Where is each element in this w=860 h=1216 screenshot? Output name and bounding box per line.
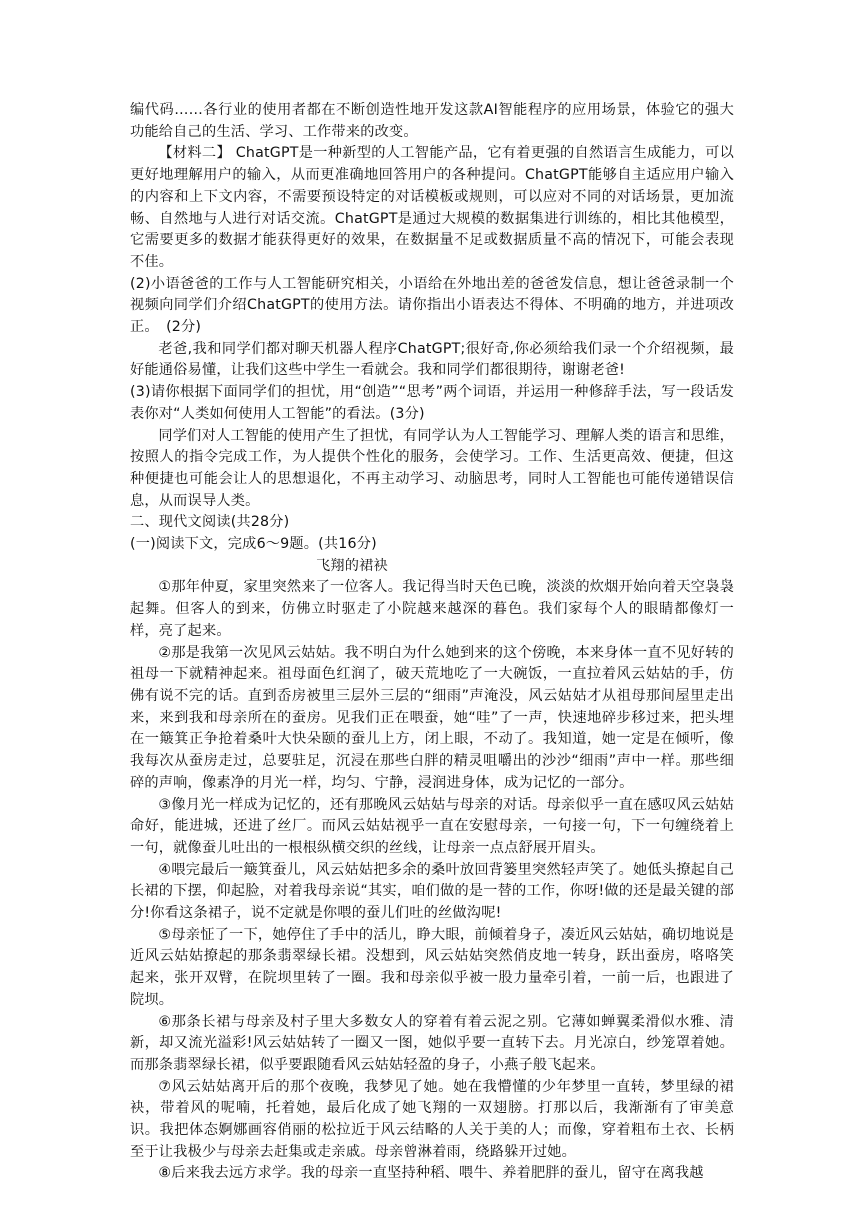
question-2: (2)小语爸爸的工作与人工智能研究相关，小语给在外地出差的爸爸发信息，想让爸爸录制一个视频向同学们介绍ChatGPT的使用方法。请你指出小语表达不得体、不明确的地方，并进项改正。 (2分): [130, 275, 734, 336]
paragraph-continuation: 编代码……各行业的使用者都在不断创造性地开发这款AI智能程序的应用场景，体验它的强大功能给自己的生活、学习、工作带来的改变。: [130, 102, 734, 140]
message-to-dad: 老爸,我和同学们都对聊天机器人程序ChatGPT;很好奇,你必须给我们录一个介绍视频，最好能通俗易懂，让我们这些中学生一看就会。我和同学们都很期待，谢谢老爸!: [130, 340, 734, 379]
article-paragraph-5: ⑤母亲怔了一下，她停住了手中的活儿，睁大眼，前倾着身子，凑近风云姑姑，确切地说是近风云姑姑撩起的那条翡翠绿长裙。没想到，风云姑姑突然俏皮地一转身，跃出蚕房，咯咯笑起来，张开双臂，在院坝里转了一圈。我和母亲似乎被一股力量牵引着，一前一后，也跟进了院坝。: [130, 926, 734, 1008]
document-page: [130, 100, 734, 1185]
subsection-heading: (一)阅读下文，完成6～9题。(共16分): [130, 536, 377, 553]
article-paragraph-4: ④喂完最后一簸箕蚕儿，风云姑姑把多余的桑叶放回背篓里突然轻声笑了。她低头撩起自己长裙的下摆，仰起脸，对着我母亲说“其实，咱们做的是一替的工作，你呀!做的还是最关键的部分!你看这条裙子，说不定就是你喂的蚕儿们吐的丝做沟呢!: [130, 861, 734, 922]
article-paragraph-3: ③像月光一样成为记忆的，还有那晚风云姑姑与母亲的对话。母亲似乎一直在感叹风云姑姑命好，能进城，还进了丝厂。而风云姑姑视乎一直在安慰母亲，一句接一句，下一句缠绕着上一句，就像蚕儿吐出的一根根纵横交织的丝线，让母亲一点点舒展开眉头。: [130, 796, 734, 856]
article-paragraph-8: ⑧后来我去远方求学。我的母亲一直坚持种稻、喂牛、养着肥胖的蚕儿，留守在离我越: [158, 1165, 704, 1182]
article-paragraph-6: ⑥那条长裙与母亲及村子里大多数女人的穿着有着云泥之别。它薄如蝉翼柔滑似水雅、清新，却又流光溢彩!风云姑姑转了一圈又一图，她似乎要一直转下去。月光凉白，纱笼罩着她。而那条翡翠绿长裙，似乎要跟随看风云姑姑轻盈的身子，小燕子般飞起来。: [130, 1013, 734, 1073]
question-3: (3)请你根据下面同学们的担忧，用“创造”“思考”两个词语，并运用一种修辞手法，写一段话发表你对“人类如何使用人工智能”的看法。(3分): [130, 384, 734, 422]
article-paragraph-2: ②那是我第一次见风云姑姑。我不明白为什么她到来的这个傍晚，本来身体一直不见好转的祖母一下就精神起来。祖母面色红润了，破天荒地吃了一大碗饭，一直拉着风云姑姑的手，仿佛有说不完的话。直到岙房被里三层外三层的“细雨”声淹没，风云姑姑才从祖母那间屋里走出来，来到我和母亲所在的蚕房。见我们正在喂蚕，她“哇”了一声，快速地碎步移过来，把头埋在一簸箕正争抢着桑叶大快朵颐的蚕儿上方，闭上眼，不动了。我知道，她一定是在倾听，像我每次从蚕房走过，总要驻足，沉浸在那些白胖的精灵咀嚼出的沙沙“细雨”声中一样。那些细碎的声响，像素净的月光一样，均匀、宁静，浸润进身体，成为记忆的一部分。: [130, 644, 734, 791]
students-concern: 同学们对人工智能的使用产生了担忧，有同学认为人工智能学习、理解人类的语言和思维，按照人的指令完成工作，为人提供个性化的服务，会使学习。工作、生活更高效、便捷，但这种便捷也可能会让人的思想退化，不再主动学习、动脑思考，同时人工智能也可能传递错误信息，从而误导人类。: [130, 427, 734, 509]
article-paragraph-1: ①那年仲夏，家里突然来了一位客人。我记得当时天色已晚，淡淡的炊烟开始向着天空袅袅起舞。但客人的到来，仿佛立时驱走了小院越来越深的暮色。我们家每个人的眼睛都像灯一样，亮了起来。: [130, 579, 734, 639]
article-title: 飞翔的裙袂: [316, 557, 388, 574]
section-heading: 二、现代文阅读(共28分): [130, 514, 290, 531]
material-two-paragraph: 【材料二】 ChatGPT是一种新型的人工智能产品，它有着更强的自然语言生成能力，可以更好地理解用户的输入，从而更准确地回答用户的各种提问。ChatGPT能够自主适应用户输入的内容和上下文内容，不需要预设特定的对话模板或规则，可以应对不同的对话场景，更加流畅、自然地与人进行对话交流。ChatGPT是通过大规模的数据集进行训练的，相比其他模型，它需要更多的数据才能获得更好的效果，在数据量不足或数据质量不高的情况下，可能会表现不佳。: [130, 145, 734, 270]
article-paragraph-7: ⑦风云姑姑离开后的那个夜晚，我梦见了她。她在我懵懂的少年梦里一直转，梦里绿的裙袂，带着风的呢喃，托着她，最后化成了她飞翔的一双翅膀。打那以后，我渐渐有了审美意识。我把体态婀娜画容俏丽的松拉近于风云结略的人关于美的人；而像，穿着粗布土衣、长柄至于让我极少与母亲去赶集或走亲戚。母亲曾淋着雨，绕路躲开过她。: [130, 1078, 734, 1160]
